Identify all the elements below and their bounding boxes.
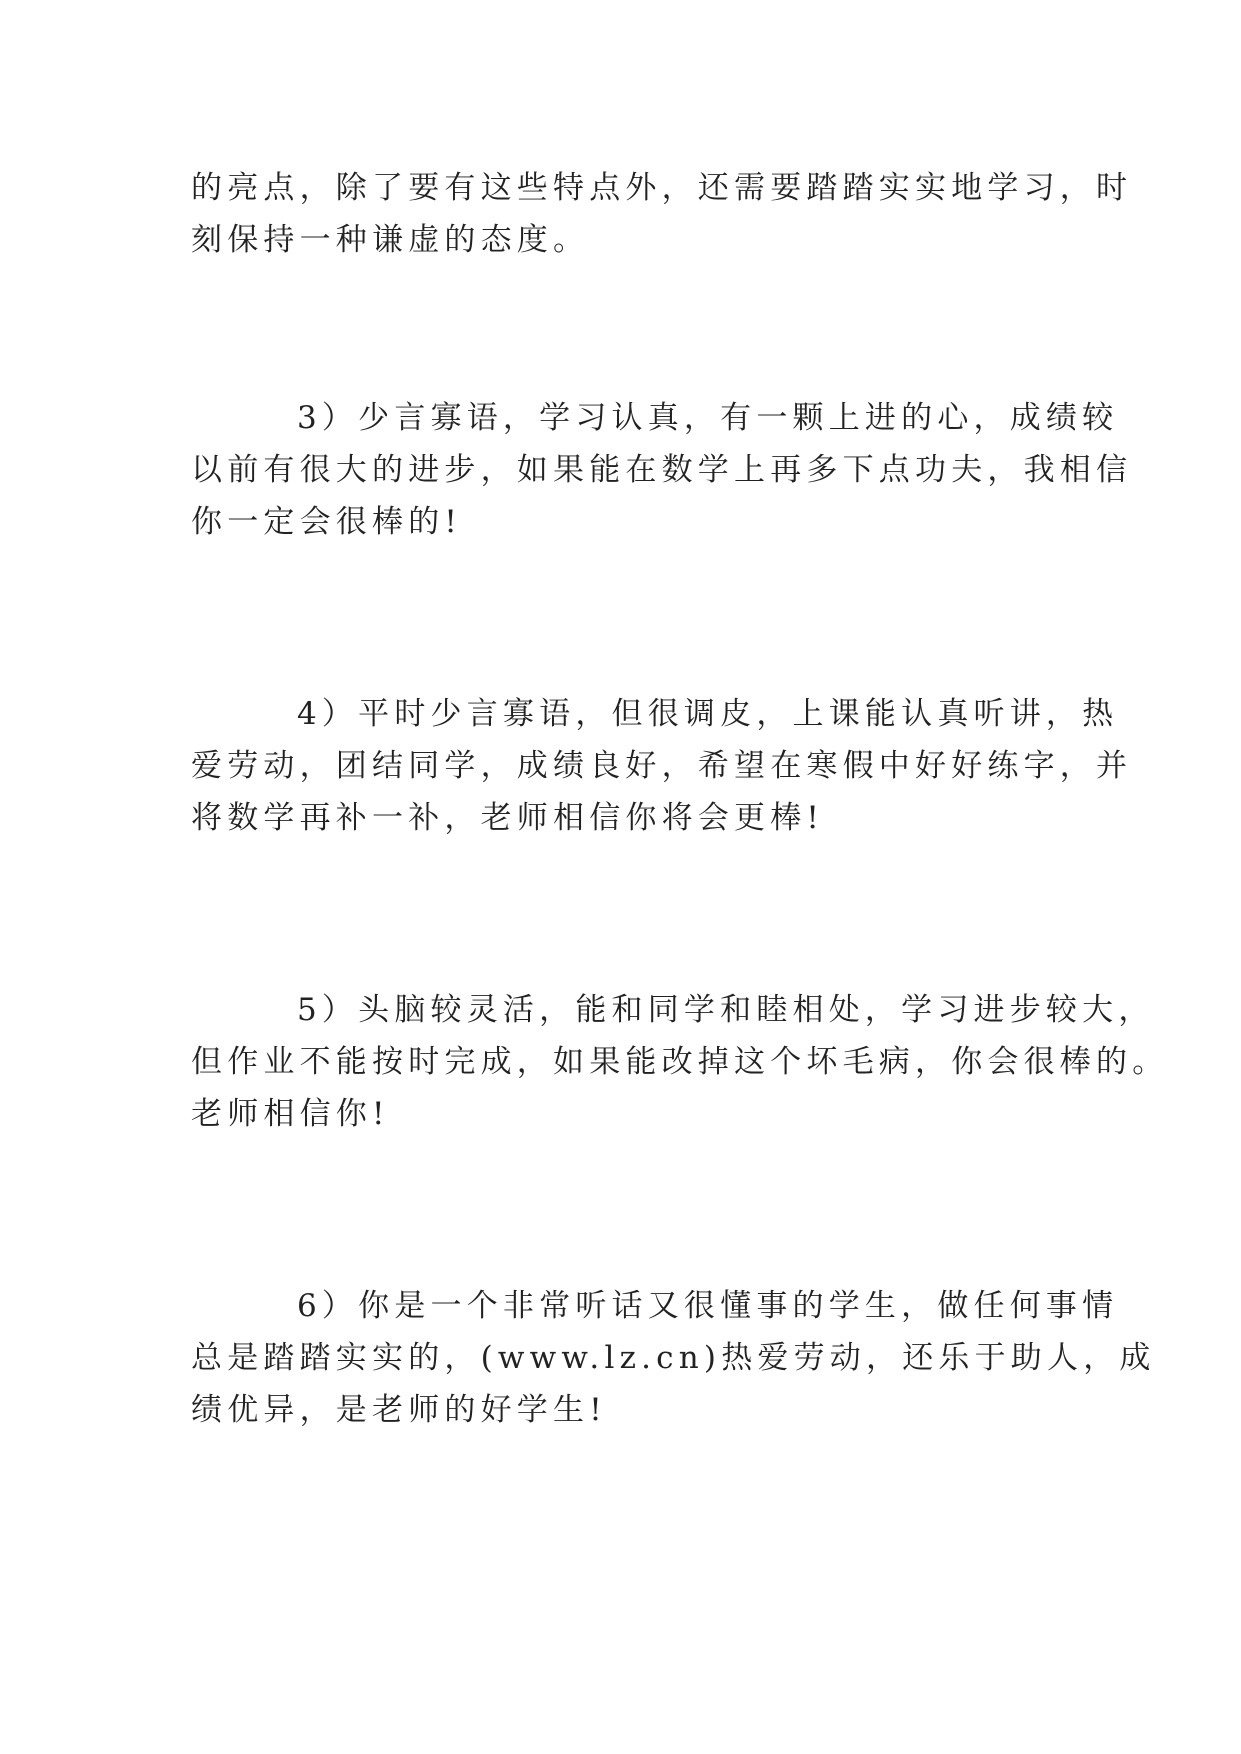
text-line: 的亮点，除了要有这些特点外，还需要踏踏实实地学习，时 bbox=[191, 170, 1133, 206]
text-line: 但作业不能按时完成，如果能改掉这个坏毛病，你会很棒的。 bbox=[191, 1044, 1169, 1080]
text-line: 老师相信你! bbox=[191, 1096, 390, 1132]
text-line: 爱劳动，团结同学，成绩良好，希望在寒假中好好练字，并 bbox=[191, 748, 1133, 784]
text-line: 将数学再补一补，老师相信你将会更棒! bbox=[191, 800, 825, 836]
text-line: 你一定会很棒的! bbox=[191, 504, 463, 540]
text-line: 总是踏踏实实的，(www.lz.cn)热爱劳动，还乐于助人，成 bbox=[191, 1340, 1156, 1376]
text-line: 6）你是一个非常听话又很懂事的学生，做任何事情 bbox=[297, 1288, 1119, 1324]
text-line: 3）少言寡语，学习认真，有一颗上进的心，成绩较 bbox=[297, 400, 1119, 436]
text-line: 5）头脑较灵活，能和同学和睦相处，学习进步较大， bbox=[297, 992, 1155, 1028]
text-line: 绩优异，是老师的好学生! bbox=[191, 1392, 607, 1428]
text-line: 4）平时少言寡语，但很调皮，上课能认真听讲，热 bbox=[297, 696, 1119, 732]
text-line: 刻保持一种谦虚的态度。 bbox=[191, 222, 590, 258]
text-line: 以前有很大的进步，如果能在数学上再多下点功夫，我相信 bbox=[191, 452, 1133, 488]
